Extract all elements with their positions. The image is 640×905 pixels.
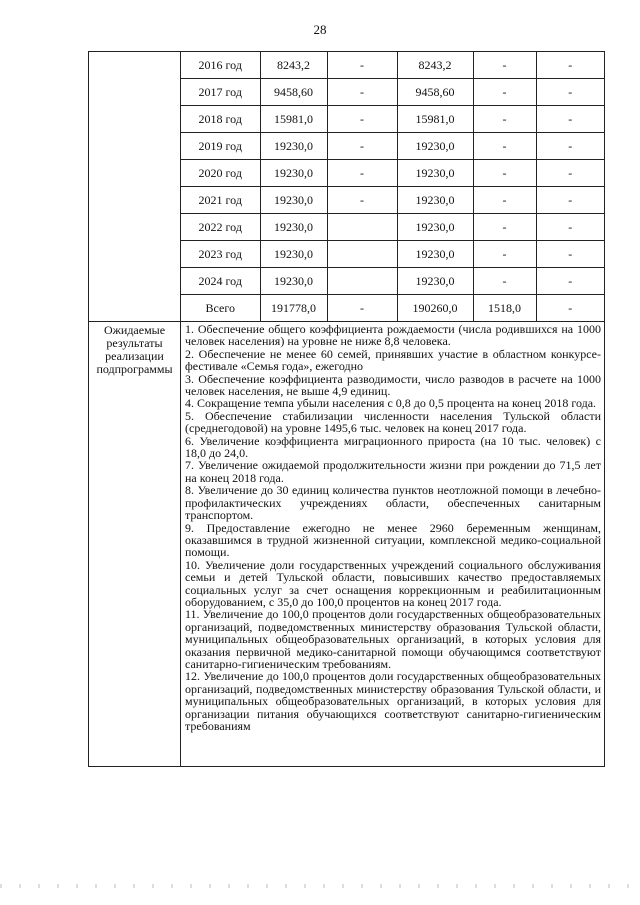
funding-cell-year: 2024 год — [181, 268, 260, 295]
funding-cell-c3: 19230,0 — [397, 268, 473, 295]
funding-cell-c2: - — [327, 52, 397, 79]
funding-label-cell — [89, 52, 181, 322]
funding-cell-total: 8243,2 — [260, 52, 327, 79]
funding-cell-c2 — [327, 268, 397, 295]
funding-row — [181, 187, 604, 214]
funding-cell-c4: - — [473, 241, 536, 268]
funding-cell-total: 15981,0 — [260, 106, 327, 133]
funding-cell-c4: - — [473, 268, 536, 295]
funding-cell-c3: 19230,0 — [397, 160, 473, 187]
funding-cell-total: 19230,0 — [260, 241, 327, 268]
funding-cell-total: 19230,0 — [260, 187, 327, 214]
funding-cell-total: 19230,0 — [260, 160, 327, 187]
funding-cell-year: 2023 год — [181, 241, 260, 268]
funding-table — [181, 52, 604, 321]
funding-row — [181, 241, 604, 268]
result-item: 7. Увеличение ожидаемой продолжительности жизни при рождении до 71,5 лет на конец 2018 года. — [185, 458, 601, 485]
funding-cell-c4: - — [473, 187, 536, 214]
scan-artifact-dots — [0, 884, 640, 888]
funding-cell-c5: - — [536, 106, 604, 133]
funding-cell-total: 191778,0 — [260, 295, 327, 322]
funding-row — [181, 214, 604, 241]
funding-cell-c3: 19230,0 — [397, 187, 473, 214]
result-item: 11. Увеличение до 100,0 процентов доли государственных общеобразовательных организаций, подведомственных министерству образования Тульской области, муниципальных общеобразовательных организаций, в которых условия для оказания первичной медико-санитарной помощи обучающимся соответствуют санитарно-гигиеническим требованиям. — [185, 607, 601, 671]
funding-cell-c3: 8243,2 — [397, 52, 473, 79]
funding-cell-c2: - — [327, 187, 397, 214]
funding-row — [181, 79, 604, 106]
funding-cell-c2: - — [327, 160, 397, 187]
funding-cell-year: 2016 год — [181, 52, 260, 79]
result-item: 4. Сокращение темпа убыли населения с 0,8 до 0,5 процента на конец 2018 года. — [185, 396, 597, 411]
funding-cell-c3: 15981,0 — [397, 106, 473, 133]
result-item: 10. Увеличение доли государственных учреждений социального обслуживания семьи и детей Тульской области, повысивших качество предоставляемых социальных услуг за счет оснащения коррекционным и реабилитационным оборудованием, с 35,0 до 100,0 процентов на конец 2017 года. — [185, 557, 601, 609]
funding-row — [181, 160, 604, 187]
funding-cell-total: 19230,0 — [260, 214, 327, 241]
funding-cell-c3: 190260,0 — [397, 295, 473, 322]
funding-cell-year: 2021 год — [181, 187, 260, 214]
funding-cell-c2 — [327, 241, 397, 268]
funding-cell-year: Всего — [181, 295, 260, 322]
funding-cell-c5: - — [536, 268, 604, 295]
funding-cell-c5: - — [536, 160, 604, 187]
funding-cell-c2: - — [327, 133, 397, 160]
funding-cell-c5: - — [568, 300, 573, 315]
funding-cell-total: 19230,0 — [260, 268, 327, 295]
results-list — [181, 322, 605, 767]
result-item: 12. Увеличение до 100,0 процентов доли государственных общеобразовательных организаций, подведомственных министерству образования Тульской области, и муниципальных общеобразовательных организаций, в которых условия для организации питания обучающихся соответствуют санитарно-гигиеническим требованиям — [185, 669, 601, 733]
funding-cell-year: 2022 год — [181, 214, 260, 241]
funding-row — [181, 52, 604, 79]
results-section — [89, 322, 605, 767]
result-item: 9. Предоставление ежегодно не менее 2960 беременным женщинам, оказавшимся в трудной жизненной ситуации, комплексной медико-социальной помощи. — [185, 520, 601, 560]
funding-cell-c2 — [327, 214, 397, 241]
page-number: 28 — [313, 22, 327, 37]
funding-cell-c4: 1518,0 — [473, 295, 536, 322]
funding-cell-c3: 19230,0 — [397, 214, 473, 241]
funding-cell-year: 2020 год — [181, 160, 260, 187]
funding-cell-c3: 19230,0 — [397, 241, 473, 268]
result-item: 6. Увеличение коэффициента миграционного прироста (на 10 тыс. человек) с 18,0 до 24,0. — [185, 433, 601, 461]
funding-cell-c5: - — [536, 52, 604, 79]
result-item: 1. Обеспечение общего коэффициента рождаемости (числа родившихся на 1000 человек населения) на уровне не ниже 8,8 человека. — [185, 322, 601, 349]
funding-cell-c4: - — [473, 160, 536, 187]
funding-body — [181, 52, 604, 321]
funding-row — [181, 106, 604, 133]
funding-cell-year: 2017 год — [181, 79, 260, 106]
passport-table — [88, 51, 605, 767]
funding-cell-year: 2018 год — [181, 106, 260, 133]
funding-cell-c4: - — [473, 214, 536, 241]
results-label: Ожидаемые результаты реализации подпрограммы — [89, 322, 181, 767]
funding-cell-c5: - — [536, 187, 604, 214]
funding-cell-year: 2019 год — [181, 133, 260, 160]
funding-section — [89, 52, 605, 322]
funding-cell-c3: 19230,0 — [397, 133, 473, 160]
funding-row — [181, 268, 604, 295]
funding-cell-c4: - — [473, 133, 536, 160]
funding-cell-c5: - — [536, 133, 604, 160]
funding-cell-c3: 9458,60 — [397, 79, 473, 106]
result-item: 3. Обеспечение коэффициента разводимости, число разводов в расчете на 1000 человек населения, не выше 4,9 единиц. — [185, 371, 601, 399]
funding-cell-c4: - — [473, 106, 536, 133]
funding-cell-c5: - — [536, 241, 604, 268]
funding-cell-c2: - — [327, 79, 397, 106]
funding-cell-c4: - — [473, 52, 536, 79]
funding-cell-c4: - — [473, 79, 536, 106]
result-item: 2. Обеспечение не менее 60 семей, принявших участие в областном конкурсе-фестивале «Семья года», ежегодно — [185, 346, 601, 374]
result-item: 8. Увеличение до 30 единиц количества пунктов неотложной помощи в лечебно-профилактических учреждениях области, обеспеченных санитарным транспортом. — [185, 483, 601, 523]
funding-cell-total: 19230,0 — [260, 133, 327, 160]
funding-cell-c5: - — [536, 214, 604, 241]
funding-row — [181, 295, 604, 322]
funding-cell-c2: - — [327, 295, 397, 322]
funding-cell-total: 9458,60 — [260, 79, 327, 106]
result-item: 5. Обеспечение стабилизации численности населения Тульской области (среднегодовой) на уровне 1495,6 тыс. человек на конец 2017 года. — [185, 408, 601, 436]
funding-cell-c5: - — [536, 79, 604, 106]
funding-row — [181, 133, 604, 160]
funding-cell-c2: - — [327, 106, 397, 133]
funding-table-cell — [181, 52, 605, 322]
